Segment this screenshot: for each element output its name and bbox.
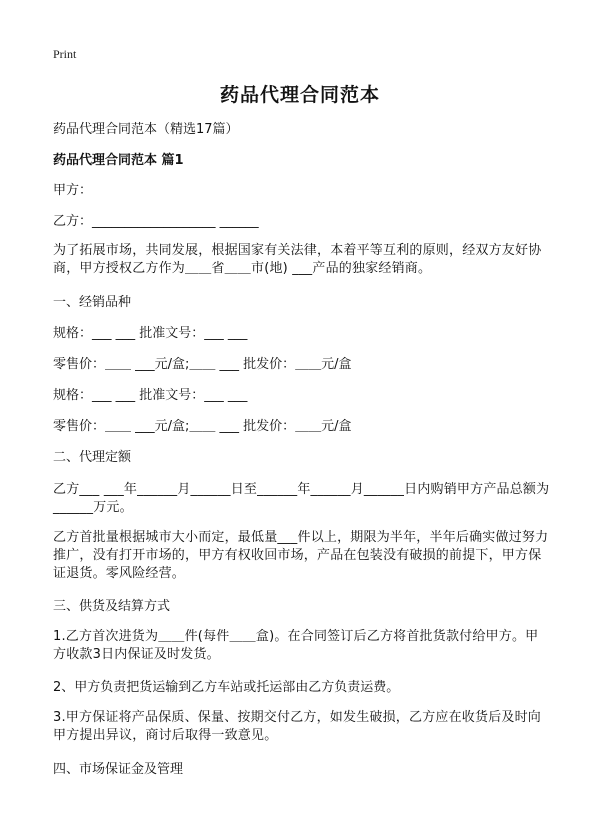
section-4-title: 四、市场保证金及管理 [53, 762, 184, 777]
section-2-title: 二、代理定额 [53, 450, 132, 465]
first-batch-paragraph: 乙方首批量根据城市大小而定，最低量___件以上，期限为半年，半年后确实做过努力推广，没有打开市场的，甲方有权收回市场，产品在包装没有破损的前提下，甲方保证退货。零风险经营。 [53, 530, 549, 581]
party-b-line: 乙方：___________________ ______ [53, 214, 259, 229]
supply-item-1: 1.乙方首次进货为＿＿件(每件＿＿盒)。在合同签订后乙方将首批货款付给甲方。甲方收款3日内保证及时发货。 [53, 629, 539, 662]
party-a-line: 甲方： [53, 183, 93, 198]
section-3-title: 三、供货及结算方式 [53, 599, 171, 614]
price-line-2: 零售价：＿＿ ___元/盒;＿＿ ___ 批发价：＿＿元/盒 [53, 419, 352, 434]
supply-item-2: 2、甲方负责把货运输到乙方车站或托运部由乙方负责运费。 [53, 680, 400, 695]
section-1-title: 一、经销品种 [53, 295, 132, 310]
intro-paragraph: 为了拓展市场，共同发展，根据国家有关法律，本着平等互利的原则，经双方友好协商，甲方授权乙方作为＿＿省＿＿市(地) ___产品的独家经销商。 [53, 243, 542, 276]
section-heading: 药品代理合同范本 篇1 [53, 153, 184, 168]
quota-paragraph: 乙方___ ___年______月______日至______年______月______日内购销甲方产品总额为______万元。 [53, 482, 550, 515]
supply-item-3: 3.甲方保证将产品保质、保量、按期交付乙方，如发生破损，乙方应在收货后及时向甲方提出异议，商讨后取得一致意见。 [53, 710, 542, 743]
spec-line-2: 规格：___ ___ 批准文号：___ ___ [53, 388, 248, 403]
document-title: 药品代理合同范本 [219, 84, 380, 106]
document-subtitle: 药品代理合同范本（精选17篇） [53, 122, 239, 137]
spec-line-1: 规格：___ ___ 批准文号：___ ___ [53, 326, 248, 341]
print-label[interactable]: Print [53, 47, 77, 61]
price-line-1: 零售价：＿＿ ___元/盒;＿＿ ___ 批发价：＿＿元/盒 [53, 357, 352, 372]
